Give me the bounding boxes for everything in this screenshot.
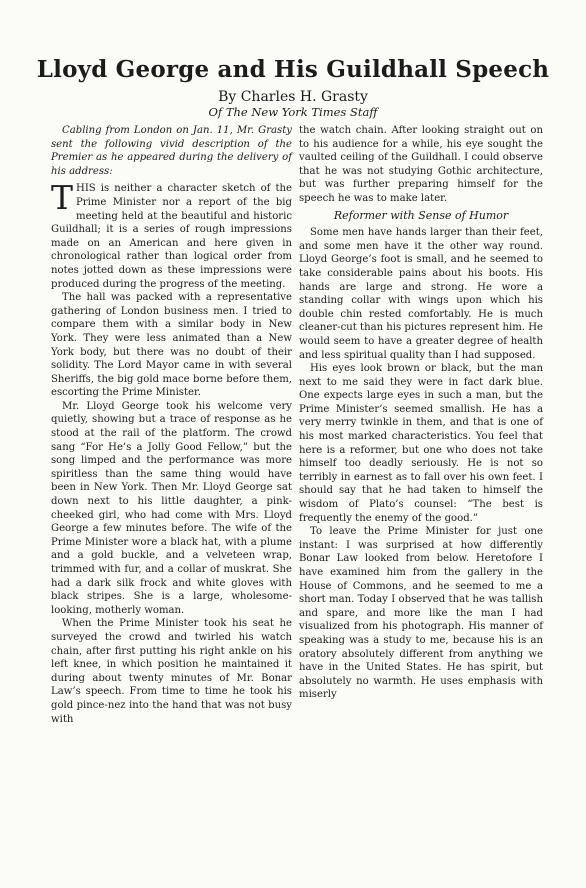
section-subhead: Reformer with Sense of Humor [333, 208, 509, 222]
body-paragraph: Mr. Lloyd George took his welcome very quietly, showing but a trace of response as he stood at the rail of the platform. The crowd sang “For He’s a Jolly Good Fellow,” but the song limped and the performance was more spiritless than the same thing would have been in New York. Then Mr. Lloyd George sat down next to his little daughter, a pink-cheeked girl, who had come with Mrs. Lloyd George a few minutes before. The wife of the Prime Minister wore a black hat, with a plume and a gold buckle, and a velveteen wrap, trimmed with fur, and a collar of muskrat. She had a dark silk frock and white gloves with black stripes. She is a large, wholesome-looking, motherly woman. [51, 400, 292, 616]
drop-cap: T [51, 178, 74, 218]
article-title: Lloyd George and His Guildhall Speech [36, 56, 550, 83]
right-column [299, 124, 543, 702]
body-paragraph: His eyes look brown or black, but the man next to me said they were in fact dark blue. One expects large eyes in such a man, but the Prime Minister’s seemed smallish. He has a very merry twinkle in them, and that is one of his most marked characteristics. You feel that here is a reformer, but one who does not take himself too deadly seriously. He is not so terribly in earnest as to fall over his own feet. I should say that he had taken to himself the wisdom of Plato’s counsel: “The best is frequently the enemy of the good.” [299, 363, 543, 524]
body-paragraph: To leave the Prime Minister for just one instant: I was surprised at how differently Bonar Law looked from below. Heretofore I have examined him from the gallery in the House of Commons, and he seemed to me a short man. Today I observed that he was tallish and spare, and more like the man I had visualized from his photograph. His manner of speaking was a study to me, because his is an oratory absolutely different from anything we have in the United States. He has spirit, but absolutely no warmth. He uses emphasis with miserly [299, 526, 543, 701]
article-staff-line: Of The New York Times Staff [208, 105, 378, 119]
body-paragraph: When the Prime Minister took his seat he surveyed the crowd and twirled his watch chain, after first putting his right ankle on his left knee, in which position he maintained it during about twenty minutes of Mr. Bonar Law’s speech. From time to time he took his gold pince-nez into the hand that was not busy with [51, 618, 292, 725]
body-paragraph: the watch chain. After looking straight out on to his audience for a while, his eye sought the vaulted ceiling of the Guildhall. I could observe that he was not studying Gothic architecture, but was further preparing himself for the speech he was to make later. [299, 125, 543, 204]
intro-paragraph: Cabling from London on Jan. 11, Mr. Grasty sent the following vivid description of the Premier as he appeared during the delivery of his address: [51, 125, 292, 177]
body-paragraph: Some men have hands larger than their feet, and some men have it the other way round. Lloyd George’s foot is small, and he seemed to take considerable pains about his boots. His hands are large and strong. He wore a standing collar with wings upon which his double chin rested comfortably. He is much cleaner-cut than his pictures represent him. He would seem to have a greater degree of health and less spiritual quality than I had supposed. [299, 227, 543, 361]
article-byline: By Charles H. Grasty [218, 89, 368, 105]
left-column [51, 124, 292, 726]
body-paragraph: THIS is neither a character sketch of the Prime Minister nor a report of the big meeting held at the beautiful and historic Guildhall; it is a series of rough impressions made on an American and here given in chronological rather than logical order from notes jotted down as these impressions were produced during the progress of the meeting. [51, 178, 292, 290]
body-paragraph: The hall was packed with a representative gathering of London business men. I tried to compare them with a similar body in New York. They were less animated than a New York body, but there was no doubt of their solidity. The Lord Mayor came in with several Sheriffs, the big gold mace borne before them, escorting the Prime Minister. [51, 292, 292, 399]
